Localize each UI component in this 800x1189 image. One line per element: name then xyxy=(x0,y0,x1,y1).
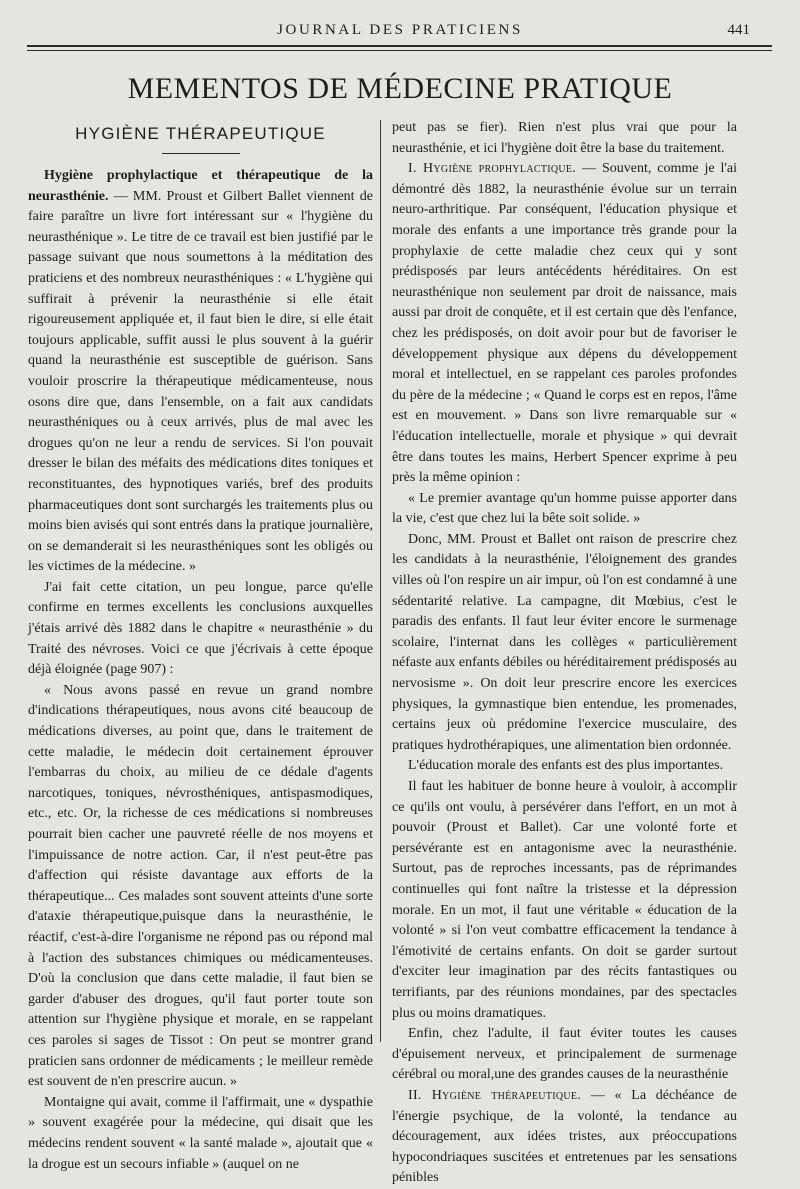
main-title: MEMENTOS DE MÉDECINE PRATIQUE xyxy=(127,72,673,105)
paragraph-text: « Le premier avantage qu'un homme puisse apporter dans la vie, c'est que chez lui la bête soit solide. » xyxy=(392,490,737,527)
paragraph xyxy=(392,159,737,489)
paragraph xyxy=(28,1093,373,1175)
paragraph-text: Il faut les habituer de bonne heure à vouloir, à accomplir ce qu'ils ont voulu, à persévérer dans l'effort, en un mot à pouvoir (Proust et Ballet). Car une volonté forte et persévérante est en antagonisme avec la neurasthénie. Surtout, pas de reproches incessants, pas de réprimandes continuelles qui font naître la tristesse et la dépression morale. En un mot, il faut une véritable « éducation de la volonté » si l'on veut combattre efficacement la tendance à l'émotivité de certains enfants. On doit se garder surtout d'exciter leur imagination par des récits fantastiques ou terrifiants, par des réunions mondaines, par des spectacles plus ou moins dramatiques. xyxy=(392,779,737,1021)
paragraph-text: Enfin, chez l'adulte, il faut éviter toutes les causes d'épuisement nerveux, et principalement de surmenage cérébral ou moral,une des grandes causes de la neurasthénie xyxy=(392,1026,737,1083)
paragraph-text: « Nous avons passé en revue un grand nombre d'indications thérapeutiques, nous avons cité beaucoup de médications diverses, au point que, dans le traitement de cette maladie, le médecin doit certainement éprouver l'embarras du choix, au milieu de ce dédale d'agents narcotiques, toniques, névrosthéniques, antispasmodiques, etc., etc. Or, la richesse de ces médications si nombreuses pourrait bien cacher une pauvreté réelle de nos moyens et l'impuissance de notre action. Car, il n'est peut-être pas d'affection qui résiste davantage aux efforts de la thérapeutique... Ces malades sont souvent atteints d'une sorte d'ataxie thérapeutique,puisque dans la neurasthénie, le réactif, c'est-à-dire l'organisme ne répond pas ou répond mal à l'action des substances chimiques ou médicamenteuses. D'où la conclusion que dans cette maladie, il faut bien se garder d'abuser des drogues, qu'il faut porter toute son attention sur l'hygiène physique et morale, en se rappelant ces paroles si sages de Tissot : On peut se montrer grand praticien sans ordonner de médicaments ; le meilleur remède est souvent de n'en prescrire aucun. » xyxy=(28,682,373,1090)
paragraph-text: Montaigne qui avait, comme il l'affirmait, une « dyspathie » souvent exagérée pour la médecine, qui disait que les médecins rendent souvent « la santé malade », ajoutait que « la drogue est un secours infiable » (auquel on ne xyxy=(28,1094,373,1172)
paragraph xyxy=(392,777,737,1024)
paragraph-text: L'éducation morale des enfants est des plus importantes. xyxy=(408,758,724,774)
paragraph xyxy=(392,118,737,159)
column-divider xyxy=(380,120,381,1042)
paragraph xyxy=(392,756,737,777)
paragraph xyxy=(28,681,373,1093)
paragraph-text: — Souvent, comme je l'ai démontré dès 1882, la neurasthénie évolue sur un terrain neuro-arthritique. Par conséquent, l'éducation physique et morale des enfants a une importance très grande pour la prophylaxie de cette maladie chez ceux qui y sont prédisposés par leurs antécédents héréditaires. On est neurasthénique non seulement par droit de naissance, mais aussi par droit de conquête, et il est certain que dès l'enfance, chez les prédisposés, on doit avoir pour but de favoriser le développement physique aux dépens du développement moral et intellectuel, en se rappelant ces paroles profondes du père de la médecine ; « Quand le corps est en repos, l'âme est en mouvement. » Dans son livre remarquable sur « l'éducation intellectuelle, morale et physique » qui devrait être dans toutes les mains, Herbert Spencer exprime à peu près la même opinion : xyxy=(392,161,738,486)
left-column xyxy=(28,118,373,1175)
subsection-label: I. Hygiène prophylactique. xyxy=(408,161,577,177)
section-heading: HYGIÈNE THÉRAPEUTIQUE xyxy=(75,124,326,143)
paragraph xyxy=(28,578,373,681)
paragraph-lead: Hygiène prophylactique et thérapeutique de la neurasthénie. xyxy=(28,168,373,204)
paragraph xyxy=(392,1086,737,1189)
header-rule xyxy=(27,45,772,51)
paragraph-text: J'ai fait cette citation, un peu longue, parce qu'elle confirme en termes excellents les conclusions auxquelles j'étais arrivé dès 1882 dans le chapitre « neurasthénie » du Traité des névroses. Voici ce que j'écrivais à cette époque déjà éloignée (page 907) : xyxy=(28,579,373,678)
paragraph-text: Donc, MM. Proust et Ballet ont raison de prescrire chez les candidats à la neurasthénie, l'éloignement des grandes villes où l'on respire un air impur, où l'on est condamné à une sédentarité relative. La campagne, dit Mœbius, c'est le paradis des enfants. Il faut leur éviter encore le surmenage scolaire, l'internat dans les collèges « particulièrement néfaste aux enfants débiles ou héréditairement prédisposés au nervosisme ». On doit leur prescrire encore les exercices physiques, la gymnastique bien entendue, les promenades, certains jeux où prédomine l'exercice musculaire, des pratiques hydrothérapiques, une alimentation bien ordonnée. xyxy=(392,531,737,753)
section-rule xyxy=(162,153,240,154)
paragraph-intro xyxy=(28,166,373,578)
subsection-label: II. Hygiène thérapeutique. xyxy=(408,1087,582,1103)
journal-title: JOURNAL DES PRATICIENS xyxy=(277,22,523,38)
page-number: 441 xyxy=(727,22,750,38)
paragraph-intro-text: — MM. Proust et Gilbert Ballet viennent de faire paraître un livre fort intéressant sur « l'hygiène du neurasthénique ». Le titre de ce travail est bien justifié par le passage suivant que nous soumettons à la méditation des praticiens et des nombreux neurasthéniques : « L'hygiène qui suffirait à prévenir la neurasthénie si elle était rigoureusement appliquée et, il faut bien le dire, si elle était toujours applicable, suffit aussi le plus souvent à la guérir quand la neurasthénie est susceptible de guérison. Sans vouloir proscrire la thérapeutique médicamenteuse, nous osons dire que, dans l'ensemble, on a fait aux candidats neurasthéniques ou à ceux arrivés, plus de mal avec les drogues qu'on ne leur a rendu de services. Si l'on pouvait dresser le bilan des méfaits des médications dites toniques et reconstituantes, des hypnotiques variés, bref des produits pharmaceutiques dont sont surchargés les traitements plus ou moins bien avisés qui sont entrés dans la pratique journalière, on se demanderait si les neurasthéniques sont les obligés ou les victimes de la médecine. » xyxy=(28,188,373,575)
paragraph-text: peut pas se fier). Rien n'est plus vrai que pour la neurasthénie, et ici l'hygiène doit être la base du traitement. xyxy=(392,120,737,156)
paragraph xyxy=(392,1024,737,1086)
paragraph xyxy=(392,530,737,757)
paragraph-text: — « La déchéance de l'énergie psychique, de la volonté, la tendance au découragement, aux idées tristes, aux préoccupations hypocondriaques suscitées et entretenues par les sensations pénibles xyxy=(392,1087,737,1186)
right-column xyxy=(392,118,737,1189)
paragraph xyxy=(392,489,737,530)
